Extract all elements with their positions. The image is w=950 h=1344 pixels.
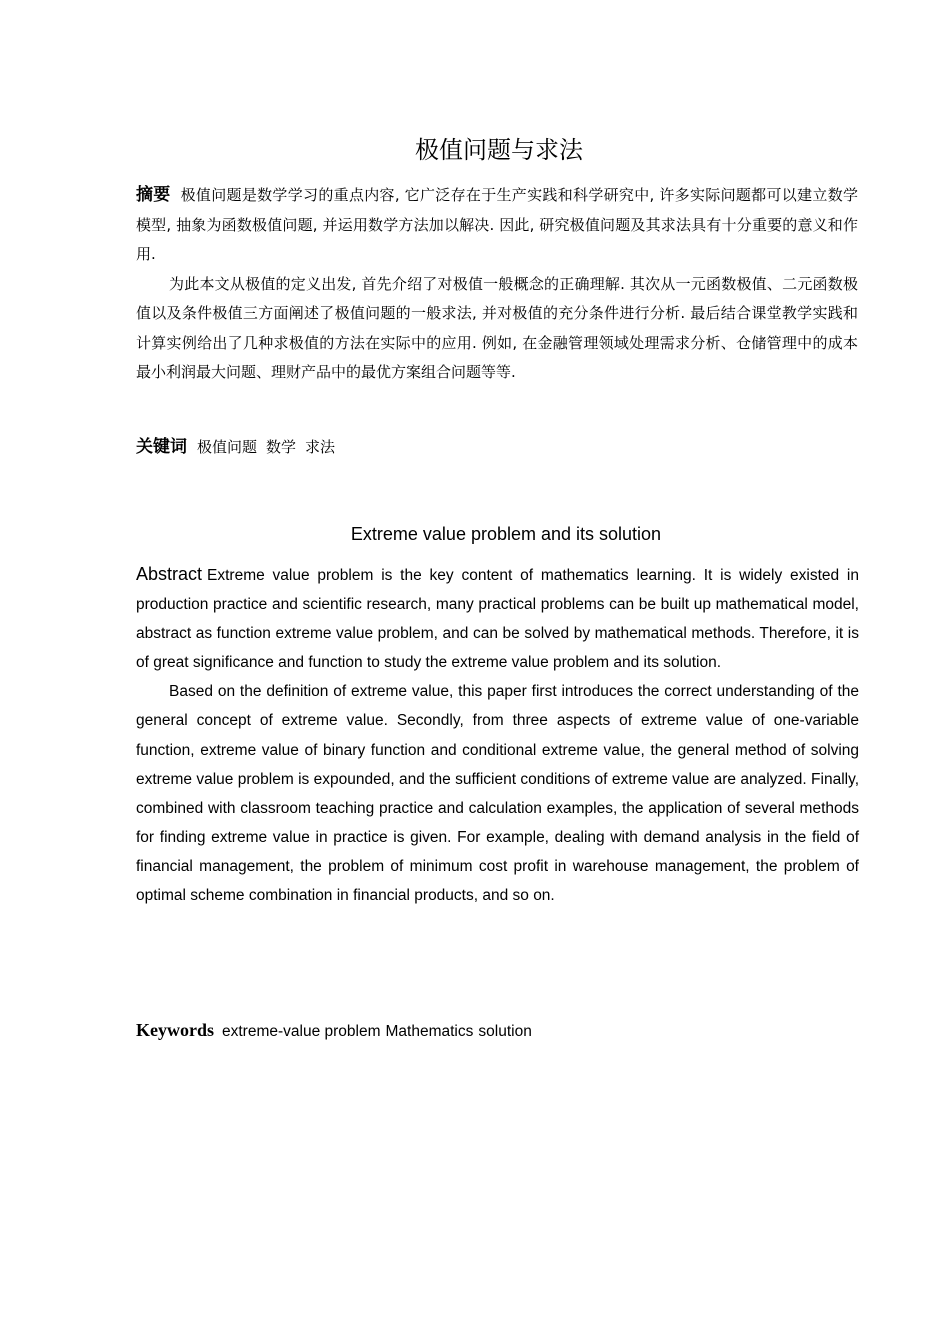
english-keywords [136,1016,859,1046]
english-keywords-label: Keywords [136,1020,214,1040]
chinese-abstract-label: 摘要 [136,185,171,205]
english-abstract-paragraph-2: Based on the definition of extreme value, this paper first introduces the correct understanding of the general concept of extreme value. Secondly, from three aspects of extreme value of one-variable function, extreme value of binary function and conditional extreme value, the general method of solving extreme value problem is expounded, and the sufficient conditions of extreme value are analyzed. Finally, combined with classroom teaching practice and calculation examples, the application of several methods for finding extreme value in practice is given. For example, dealing with demand analysis in the field of financial management, the problem of minimum cost profit in warehouse management, the problem of optimal scheme combination in financial products, and so on. [136,683,859,905]
chinese-abstract-text-1: 极值问题是数学学习的重点内容, 它广泛存在于生产实践和科学研究中, 许多实际问题都可以建立数学模型, 抽象为函数极值问题, 并运用数学方法加以解决. 因此, 研究极值问题及其求法具有十分重要的意义和作用. [136,186,859,263]
chinese-keyword-3: 求法 [305,438,336,456]
english-keyword-3: solution [478,1023,532,1040]
chinese-abstract [136,181,858,388]
chinese-keywords-label: 关键词 [136,437,187,457]
english-title: Extreme value problem and its solution [350,524,662,544]
chinese-abstract-paragraph-1 [136,181,858,270]
chinese-keyword-2: 数学 [266,438,297,456]
english-abstract-label: Abstract [136,564,203,584]
chinese-abstract-paragraph-2: 为此本文从极值的定义出发, 首先介绍了对极值一般概念的正确理解. 其次从一元函数极值、二元函数极值以及条件极值三方面阐述了极值问题的一般求法, 并对极值的充分条件进行分析. 最后结合课堂教学实践和计算实例给出了几种求极值的方法在实际中的应用. 例如, 在金融管理领域处理需求分析、仓储管理中的成本最小利润最大问题、理财产品中的最优方案组合问题等等. [136,274,858,381]
english-keyword-2: Mathematics [385,1023,474,1040]
chinese-title: 极值问题与求法 [415,136,583,164]
english-abstract-paragraph-1 [136,560,859,677]
english-keyword-1: extreme-value problem [222,1023,381,1040]
chinese-keywords [136,433,858,461]
chinese-keyword-1: 极值问题 [197,438,258,456]
english-abstract [136,560,859,910]
english-abstract-text-1: Extreme value problem is the key content of mathematics learning. It is widely existed in production practice and scientific research, many practical problems can be built up mathematical model, abstract as function extreme value problem, and can be solved by mathematical methods. Therefore, it is of great significance and function to study the extreme value problem and its solution. [136,567,859,672]
